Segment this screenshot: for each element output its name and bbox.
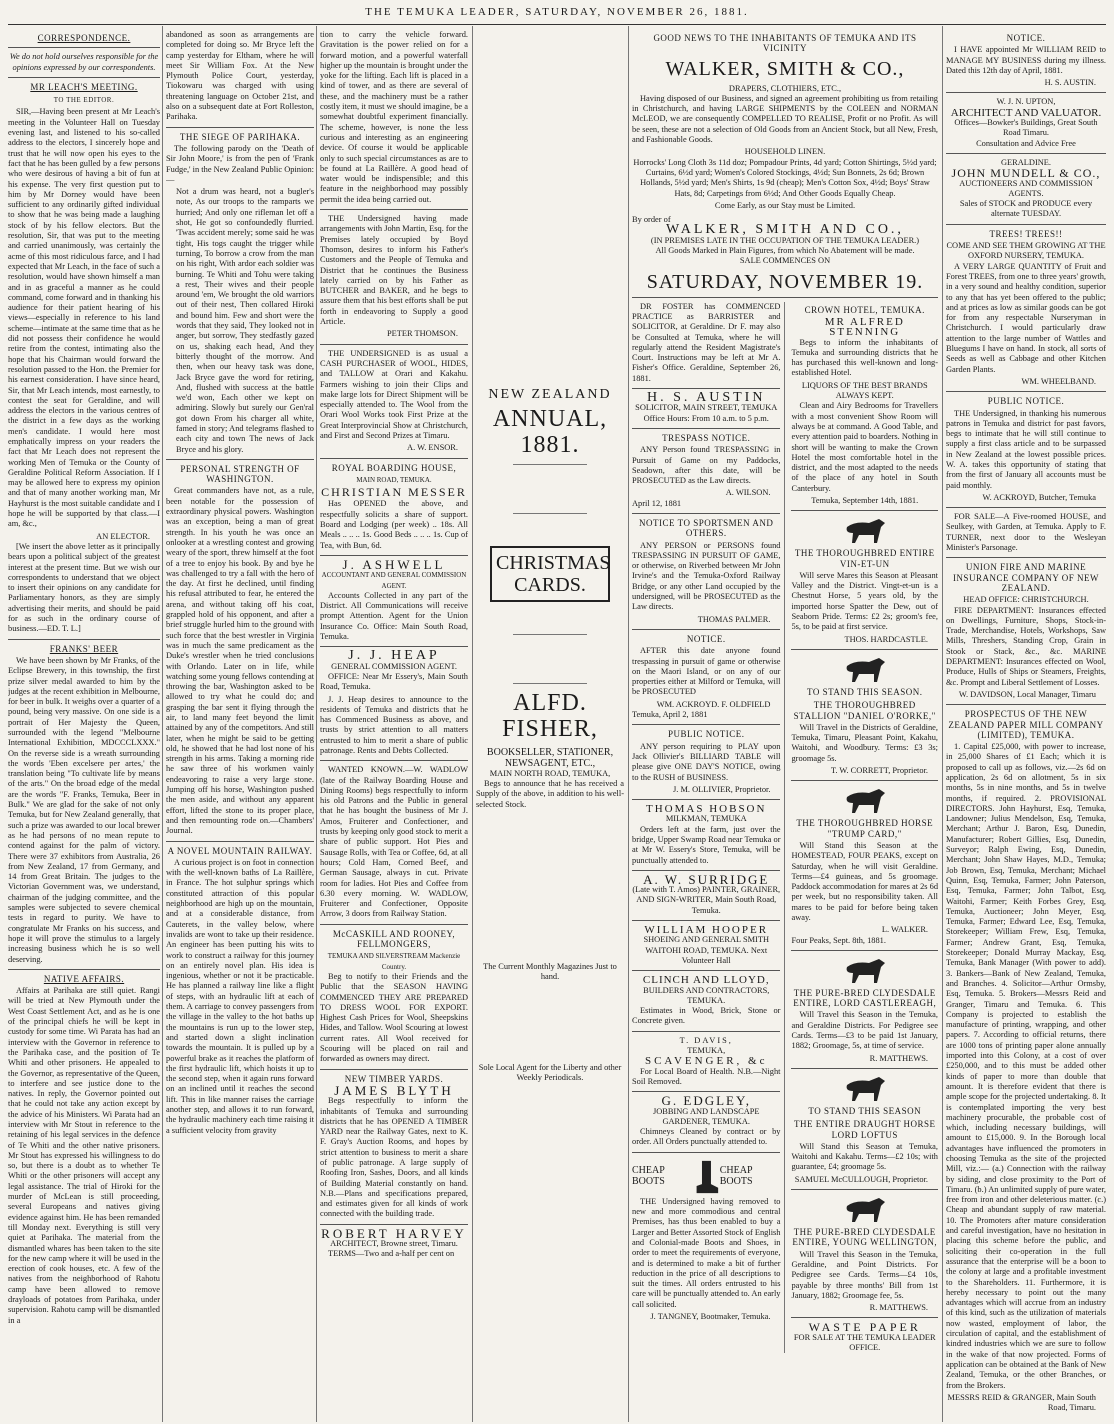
thomson-ad: THE Undersigned having made arrangements with John Martin, Esq. for the Premises lately occupied by Boyd Thomson, desires to inform his Father's Customers and the People of Temuka and District that he continues the Business lately carried on by his Father as BUTCHER and BAKER, and he begs to assure them that his best efforts shall be put forth in endeavoring to Supply a good Article. (320, 214, 468, 327)
horse6-heading: THE PURE-BRED CLYDESDALE ENTIRE, YOUNG WELLINGTON, (792, 1227, 938, 1248)
rule (946, 224, 1106, 225)
waste-paper-sale: FOR SALE AT THE TEMUKA LEADER OFFICE. (793, 1332, 936, 1353)
rule (320, 458, 468, 459)
rule (320, 555, 468, 556)
horse5-body: Will Stand this Season at Temuka, Waitohi and Kakahu. Terms—£2 10s; with guarantee, £4; groomage 5s. (791, 1141, 938, 1172)
column-divider (628, 26, 629, 1422)
to-editor: TO THE EDITOR. (53, 96, 115, 105)
rule (166, 841, 314, 842)
sportsmen-body: ANY PERSON or PERSONS found TRESPASSING IN PURSUIT OF GAME, or otherwise, on Riverbed between Mr John Irvine's and the Temuka-Oxford Railway Bridge, or any other Land occupied by the undersigned, will be PROSECUTED as the Law directs. (632, 540, 781, 612)
two-column-area (632, 302, 938, 1354)
walker-name: WALKER, SMITH & CO., (665, 57, 905, 80)
blyth-body: Begs respectfully to inform the inhabitants of Temuka and surrounding districts that he has OPENED A TIMBER YARD near the Railway Gates, next to K. F. Gray's Auction Rooms, and hopes by strict attention to business to merit a share of public patronage. A large supply of Roofing Iron, Sashes, Doors, and all kinds of Building Material constantly on hand. N.B.—Plans and specifications prepared, and estimates given for all kinds of work connected with the building trade. (320, 1096, 468, 1219)
boarding-body: Has OPENED the above, and respectfully solicits a share of support. Board and Lodging (per week) .. 18s. All Meals .. .. .. 1s. Good Beds .. .. .. 1s. Cup of Tea, with Bun, 6d. (320, 499, 468, 550)
hobson-body: Orders left at the farm, just over the bridge, Upper Swamp Road near Temuka or at Mr W. Essery's Store, Temuka, will be punctually attended to. (632, 824, 781, 865)
boarding-name: CHRISTIAN MESSER (321, 485, 467, 500)
horse3-heading: THE THOROUGHBRED HORSE "TRUMP CARD," (796, 818, 934, 839)
horse2-signature: T. W. CORRETT, Proprietor. (830, 766, 928, 776)
ensor-signature: A. W. ENSOR. (407, 443, 458, 453)
for-sale-ad: FOR SALE—A Five-roomed HOUSE, and Seulkey, with Garden, at Temuka. Apply to F. TURNER, next door to the Wesleyan Minister's Parsonage. (946, 512, 1106, 553)
horse4-body: Will Travel this Season in the Temuka, and Geraldine Districts. For Pedigree see Cards. Terms—£3 to be paid 1st January, 1882; Groomage, 5s, at time of service. (791, 1010, 938, 1051)
walker-body: Having disposed of our Business, and signed an agreement prohibiting us from retailing in Christchurch, and having LARGE SHIPMENTS by the COLEEN and NORMAN McLEOD, we are consequently COMPELLED TO REALISE, Profit or no Profit. As will be seen, these are not a selection of Old Goods from an Ancient Stock, but all New, Fresh, and Fashionable Goods. (632, 93, 938, 145)
clinch-body: Estimates in Wood, Brick, Stone or Concrete given. (632, 1006, 781, 1026)
editor-note: [We insert the above letter as it principally bears upon a political subject of the greatest interest at the present time. But we wish our correspondents to understand that we object to insert their opinions on any candidate for Parliamentary honors, as they are simply advertising their merits, and should be paid for as such in the ordinary course of business.—ED. T. L.] (8, 541, 160, 634)
masthead: THE TEMUKA LEADER, SATURDAY, NOVEMBER 26, 1881. (365, 6, 749, 18)
rule (632, 724, 780, 725)
column-1 (8, 30, 160, 1420)
rule (632, 920, 780, 921)
notice-body: AFTER this date anyone found trespassing in pursuit of game or otherwise on the Maori Island, or on any of our properties either at Milford or Temuka, will be PROSECUTED (632, 646, 781, 697)
upton-consult: Consultation and Advice Free (976, 138, 1076, 148)
plain-figures: All Goods Marked in Plain Figures, from which No Abatement will be made. (655, 246, 915, 256)
column-4 (476, 30, 624, 1420)
horse6-body: Will Travel this Season in the Temuka, Geraldine, and Point Districts. For Pedigree see Cards. Terms—£4 10s, payable by three months' Bill from 1st January, 1882; Groomage fee, 5s. (791, 1249, 938, 1300)
crown-heading: CROWN HOTEL, TEMUKA. (804, 304, 925, 315)
surridge-sub: (Late with T. Amos) PAINTER, GRAINER, AND SIGN-WRITER, Main South Road, Temuka. (632, 885, 781, 915)
clinch-name: CLINCH AND LLOYD, (642, 974, 770, 987)
column-divider (316, 26, 317, 1422)
household-heading: HOUSEHOLD LINEN. (744, 147, 826, 157)
rule (791, 1317, 938, 1318)
union-office: HEAD OFFICE: CHRISTCHURCH. (963, 595, 1089, 605)
masthead-rule (8, 24, 1106, 25)
notice-signature: WM. ACKROYD. F. OLDFIELD (656, 699, 771, 709)
horse1-signature: THOS. HARDCASTLE. (844, 634, 928, 644)
rule (320, 646, 468, 647)
column-3 (320, 30, 468, 1420)
rule (632, 388, 780, 389)
by-order: By order of (632, 215, 671, 225)
rule (8, 969, 160, 970)
premises-note: (IN PREMISES LATE IN THE OCCUPATION OF THE TEMUKA LEADER.) (650, 235, 920, 245)
davis-name: T. DAVIS, (679, 1035, 733, 1045)
sportsmen-signature: THOMAS PALMER. (697, 614, 771, 624)
rule (791, 510, 938, 511)
rule (946, 507, 1106, 508)
rule (632, 513, 780, 514)
rule (632, 970, 780, 971)
horse2-heading: THE THOROUGHBRED STALLION "DANIEL O'RORKE," (793, 700, 936, 721)
tangney-body: THE Undersigned having removed to new and more commodious and central Premises, has thus been enabled to buy a Larger and Better Assorted Stock of English and Colonial-made Boots and Shoes, in order to meet the requirements of everyone, and is determined to make a bit of further reduction in the price of all descriptions to suit the times. All orders entrusted to his care will be punctually attended to. An early call solicited. (632, 1196, 781, 1309)
rule (513, 683, 587, 684)
good-news-heading: GOOD NEWS TO THE INHABITANTS OF TEMUKA AND ITS VICINITY (653, 33, 917, 54)
stenning-body: Begs to inform the inhabitants of Temuka and surrounding districts that he has purchased this well-known and long-established Hotel. (791, 337, 938, 378)
boots-banner (632, 1157, 780, 1197)
rule (946, 391, 1106, 392)
horse-icon (839, 785, 891, 815)
magazines-note: The Current Monthly Magazines Just to hand. (483, 962, 617, 982)
boarding-sub: MAIN ROAD, TEMUKA. (356, 475, 432, 484)
rule (791, 649, 938, 650)
come-early: Come Early, as our Stay must be Limited. (714, 200, 856, 210)
stenning-body-2: Clean and Airy Bedrooms for Travellers with a most convenient Show Room will always be at command. A Good Table, and every attention paid to boarders. Nothing in short will be wanting to make the Crown Hotel the most comfortable hotel in the district, and the most adapted to the needs of the place of any hotel in South Canterbury. (791, 401, 938, 493)
ashwell-body: Accounts Collected in any part of the District. All Communications will receive prompt Attention. Agent for the Union Insurance Co. Office: Main South Road, Temuka. (320, 590, 468, 642)
union-body: FIRE DEPARTMENT: Insurances effected on Dwellings, Furniture, Shops, Stock-in-Trade, Merchandise, Hotels, Workshops, Saw Mills, Threshers, Standing Crop, Grain in Stook or Stack, &c., &c. MARINE DEPARTMENT: Insurances effected on Wool, Produce, Hulls of Ships or Steamers, Freights, &c. Prompt and Liberal Settlement of Losses. (946, 605, 1106, 687)
rule (320, 760, 468, 761)
clinch-sub: BUILDERS AND CONTRACTORS, TEMUKA. (643, 985, 770, 1005)
trees-sub: COME AND SEE THEM GROWING AT THE OXFORD NURSERY, TEMUKA. (946, 241, 1106, 261)
rule (632, 629, 780, 630)
fisher-name: ALFD. FISHER, (502, 690, 598, 743)
stenning-name: MR ALFRED STENNING (824, 315, 905, 339)
boarding-heading: ROYAL BOARDING HOUSE, (331, 462, 457, 473)
correspondence-heading: CORRESPONDENCE. (37, 33, 131, 43)
rule (320, 1069, 468, 1070)
mundell-sub: AUCTIONEERS AND COMMISSION AGENTS. (959, 178, 1093, 198)
foster-ad: DR FOSTER has COMMENCED PRACTICE as BARRISTER and SOLICITOR, at Geraldine. Dr F. may also be Consulted at Temuka, where he will regularly attend the Resident Magistrate's Court. Instructions may be left at Mr A. Fisher's Office. Geraldine, September 26, 1881. (632, 301, 781, 383)
upton-office: Offices—Bowker's Buildings, Great South Road Timaru. (954, 118, 1098, 138)
public-notice-heading: PUBLIC NOTICE. (667, 729, 745, 740)
hooper-sub: SHOEING AND GENERAL SMITH WAITOHI ROAD, TEMUKA. Next Volunteer Hall (643, 935, 770, 965)
disclaimer: We do not hold ourselves responsible for the opinions expressed by our correspondents. (9, 52, 159, 72)
walker-sub: DRAPERS, CLOTHIERS, ETC., (728, 83, 842, 93)
column-5-right (791, 302, 938, 1354)
fisher-sub: BOOKSELLER, STATIONER, NEWSAGENT, ETC., (486, 747, 614, 769)
leach-heading: MR LEACH'S MEETING. (30, 81, 138, 92)
upton-name: W. J. N. UPTON, (996, 97, 1056, 107)
scavenger-body: For Local Board of Health. N.B.—Night Soil Removed. (632, 1066, 781, 1086)
heap-name: J. J. HEAP (348, 648, 440, 664)
boot-icon (693, 1157, 720, 1197)
hobson-name: THOMAS HOBSON (646, 803, 767, 816)
union-signature: W. DAVIDSON, Local Manager, Timaru (958, 689, 1096, 699)
austin-hours: Office Hours: From 10 a.m. to 5 p.m. (643, 413, 769, 423)
prospectus-heading: PROSPECTUS OF THE NEW ZEALAND PAPER MILL COMPANY (LIMITED), TEMUKA. (948, 709, 1104, 740)
horse-icon (839, 955, 891, 985)
washington-heading: PERSONAL STRENGTH OF WASHINGTON. (180, 463, 300, 485)
harvey-sub: ARCHITECT, Browne street, Timaru. (330, 1239, 458, 1249)
edgley-sub: JOBBING AND LANDSCAPE GARDENER, TEMUKA. (652, 1106, 760, 1126)
annual-title: ANNUAL, 1881. (492, 406, 608, 459)
surridge-name: A. W. SURRIDGE (643, 871, 770, 887)
horse4-signature: R. MATTHEWS. (869, 1053, 928, 1063)
davis-sub: TEMUKA, (687, 1046, 726, 1056)
waste-paper: WASTE PAPER (808, 1320, 921, 1335)
rule (946, 92, 1106, 93)
wadlow-ad: WANTED KNOWN.—W. WADLOW (late of the Railway Boarding House and Dining Rooms) begs respectfully to inform his old Patrons and the Public in general that he has bought the business of Mr J. Amos, Fruiterer and Confectioner, and trusts by keeping only good stock to merit a share of public support. Hot Pies and Sausage Rolls, with Tea or Coffee, 6d, at all hours; Cold Ham, Corned Beef, and German Sausage, always in cut. Private room for ladies. Hot Pies and Coffee from 6.30 every morning. W. WADLOW, Fruiterer and Confectioner, Opposite Arrow, 3 doors from Railway Station. (320, 765, 468, 919)
rule (632, 799, 780, 800)
horse5-heading: THE ENTIRE DRAUGHT HORSE LORD LOFTUS (793, 1119, 936, 1140)
blyth-name: JAMES BLYTH (334, 1082, 454, 1098)
franks-article: We have been shown by Mr Franks, of the Eclipse Brewery, in this township, the first prize silver medal awarded to him by the judges at the recent exhibition in Melbourne, for beer in bulk. It weighs over a quarter of a pound, being very massive. On one side is a portrait of Her Majesty the Queen, surrounded with the legend "Melbourne International Exhibition, MDCCCLXXX." On the reverse side is a wreath surrounding the words 'Eben excelsere per artes,' the translation being "To cultivate life by means of the arts." On the broad edge of the medal are the words "F. Franks, Temuka, Beer in Bulk." We are glad for the sake of not only Temuka, but for New Zealand generally, that such a prize was awarded to our local brewer as he had persons of no mean repute to contend against for the palm of victory. There were 37 exhibitors from Australia, 26 from New Zealand, 17 from Germany, and 14 from Great Britain. The judges to the Victorian Government was, we understand, chairman of the judging committee, and the samples were subjected to severe chemical tests in regard to purity. We have to congratulate Mr Franks on his success, and hope it will prove the stimulus to a largely increasing business which he is so well deserving. (8, 655, 160, 964)
rule (791, 780, 938, 781)
stand-season-2: TO STAND THIS SEASON (808, 1105, 922, 1116)
horse-icon (839, 654, 891, 684)
household-body: Horrocks' Long Cloth 3s 11d doz; Pompadour Prints, 4d yard; Cotton Shirtings, 5½d yard; Curtains, 6½d yard; Women's Colored Stockings, 4½d; Sun Bonnets, 2s 6d; Brown Hollands, 5½d yard; Men's Shirts, 1s 9d (cheap); Men's Cotton Sox, 4½d; Boys' Straw Hats, 8d; Carpetings from 6½d; And Other Goods Equally Cheap. (633, 157, 937, 198)
austin-notice-body: I HAVE appointed Mr WILLIAM REID to MANAGE MY BUSINESS during my illness. Dated this 12th day of April, 1881. (946, 45, 1106, 75)
leach-letter: SIR,—Having been present at Mr Leach's meeting in the Volunteer Hall on Tuesday evening last, and listened to his so-called address to the electors, I sincerely hope and trust that he will now open his eyes to the fact that he has been gulled by a few persons who were desirous of having a bit of fun at his expense. The very first question put to him by Mr Dorney would have been sufficient to any ordinarily gifted individual to show that he was being made a laughing stock of by his fellow electors. But the resolution, Sir, that was put to the meeting and carried unanimously, was certainly the acme of this most ridiculous farce, and I had expected that Mr Leach, in the face of such a resolution, would have shown himself a man and in as graceful a manner as he could command, come forward and in thanking his audience for their patient hearing of his views—especially in reference to his land scheme—intimate at the same time that as he did not possess their confidence he would retire from the contest, intimating also the hope that his Chairman would forward the resolution passed to the Hon. the Premier for his earnest consideration. I have since heard, Sir, that Mr Leach intends, most earnestly, to contest the seat for Geraldine, and will address the electors in the various centres of the district in a few days as the working men's candidate. I would here most emphatically impress on your readers the fact that Mr Leach does not represent the working Men of Temuka or the County of Geraldine Political Reform Association. If I may be allowed here to express my opinion and that of many another working man, Mr Hayhurst is the most suitable candidate and I hope he will be supported by that class.—I am, &c., (8, 107, 160, 529)
horse-icon (839, 1194, 891, 1224)
mundell-body: Sales of STOCK and PRODUCE every alternate TUESDAY. (959, 199, 1093, 219)
trees-body: A VERY LARGE QUANTITY of Fruit and Forest TREES, from one to three years' growth, in a very sound and healthy condition, superior to any that has yet been offered to the public; and at prices as low as similar goods can be got for from any respectable Nurseryman in Christchurch. I would particularly draw attention to the large number of Wattles and Bluegums I have on hand. In stock, all sorts of Seeds as well as Cabbage and other Kitchen Garden Plants. (946, 261, 1106, 374)
fellmongers-sub: TEMUKA AND SILVERSTREAM Mackenzie Country. (327, 952, 461, 971)
boots-left: CHEAP BOOTS (632, 1165, 665, 1187)
agent-note: Sole Local Agent for the Liberty and other Weekly Periodicals. (478, 1062, 622, 1082)
trespass-heading: TRESPASS NOTICE. (662, 432, 751, 443)
ashwell-sub: ACCOUNTANT AND GENERAL COMMISSION AGENT. (321, 571, 467, 590)
ackroyd-body: THE Undersigned, in thanking his numerous patrons in Temuka and district for past favors, begs to intimate that he will still continue to supply a first class article and to be surpassed in New Zealand at the lowest possible prices. W. A. takes this opportunity of stating that from the first of January all accounts must be paid monthly. (946, 408, 1106, 490)
christmas-cards-box: CHRISTMAS CARDS. (490, 546, 610, 602)
fellmongers-heading: McCASKILL AND ROONEY, FELLMONGERS, (332, 928, 456, 950)
harvey-terms: TERMS—Two and a-half per cent on (328, 1249, 455, 1259)
rule (946, 557, 1106, 558)
liquors-line: LIQUORS OF THE BEST BRANDS ALWAYS KEPT. (801, 380, 928, 401)
rule (632, 1091, 780, 1092)
rule (320, 344, 468, 345)
rule (8, 639, 160, 640)
trespass-signature: A. WILSON. (725, 488, 771, 498)
rule (946, 704, 1106, 705)
article-continuation: abandoned as soon as arrangements are completed for doing so. Mr Bryce left the camp yesterday for Eltham, where he will meet Sir William Fox. At the New Plymouth Police Court, yesterday, Tiokowaru was charged with using threatening language on October 21st, and also on a subsequent date at Fort Rolleston, Parihaka. (166, 30, 314, 122)
horse3-body: Will Stand this Season at the HOMESTEAD, FOUR PEAKS, except on Saturday, when he will visit Geraldine. Terms—£4 guineas, and 5s groomage. Paddock accommodation for mares at 2s 6d per week, but no responsibility taken. All mares to be paid for before being taken away. (791, 840, 938, 922)
edgley-name: G. EDGLEY, (661, 1093, 751, 1109)
horse-icon (839, 515, 891, 545)
scavenger: SCAVENGER, &c (644, 1055, 768, 1068)
column-2 (166, 30, 314, 1420)
franks-heading: FRANKS' BEER (49, 643, 119, 654)
railway-continuation: tion to carry the vehicle forward. Gravitation is the power relied on for a forward motion, and a powerful waterfall higher up the mountain is brought under the yoke for the lifting. Each lift is placed in a kind of tower, and as there are several of these, and the machinery must be a rather costly item, it must we should imagine, be a somewhat doubtful experiment financially. The scheme, however, is none the less curious and interesting as an engineering device. Of course it would be applicable only to such special circumstances as are to be found at La Raillère. A good head of water would be indispensible; and this feature in the neighborhood may possibly permit the idea being carried out. (320, 30, 468, 204)
railway-article: A curious project is on foot in connection with the well-known baths of La Raillère, in France. The hot sulphur springs which constituted attraction of this popular neighborhood are high up on the mountain, and at a considerable distance, from Cauterets, in the valley below, where invalids are wont to take up their residence. An engineer has been putting his wits to work to construct a railway for this journey on an entirely novel plan. His idea is ingenious, whether or not it be practicable. He has planned a railway line like a flight of steps, with an hydraulic lift at each of them. A carriage to convey passengers from the village in the valley to the hot baths up the mountains is run up to the lower step, and started down a slight inclination towards the mountain. It is pulled up by a powerful brake as it reaches the platform of the first hydraulic lift, which hoists it up to the second step, when it again runs forward on an inclined until it reaches the second lift. This in like manner raises the carriage another step, and allows it to run forward, the hydraulic machinery each time raising it a sufficient velocity from gravity (166, 857, 314, 1135)
trees-signature: WM. WHEELBAND. (1021, 376, 1096, 386)
tangney-signature: J. TANGNEY, Bootmaker, Temuka. (650, 1311, 771, 1321)
austin-notice-signature: H. S. AUSTIN. (1044, 78, 1096, 88)
siege-poem: Not a drum was heard, not a bugler's note, As our troops to the ramparts we hurried; And only one rifleman let off a shot, He got so confoundedly flurried. 'Twas accident merely; some said he was tight, His togs caught the trigger while turning, To borrow a crow from the man on his right, With ardor each soldier was burning. Te Whiti and Tohu were taking a rest, Their wives and their people around 'em, We brought the old warriors out of their nest, Then collared Hiroki and bound him. Few and short were the words that they said, They looked not in anger, but sorrow, They stedfastly gazed on us, shaking each head, And they bitterly thought of the morrow. And then, when our heavy task was done, Jack Bryce gave the word for retiring, And, flushed with success at the battle we'd won, Each other we kept on admiring. Slowly but surely our Gen'ral got down From his charger all white, famed in story; And telegrams flashed to each city and town The news of Jack Bryce and his glory. (176, 187, 314, 454)
native-heading: NATIVE AFFAIRS. (43, 973, 125, 984)
rule (791, 950, 938, 951)
union-heading: UNION FIRE AND MARINE INSURANCE COMPANY OF NEW ZEALAND. (952, 562, 1100, 593)
walker-signature: WALKER, SMITH AND CO., (666, 222, 904, 238)
column-divider (942, 26, 943, 1422)
hobson-sub: MILKMAN, TEMUKA (665, 814, 747, 824)
rule (8, 47, 160, 48)
heap-body: J. J. Heap desires to announce to the residents of Temuka and districts that he has Commenced Business as above, and trusts by strict attention to all matters entrusted to him to merit a share of public patronage. Rents and Debts Collected. (320, 694, 468, 755)
rule (632, 1031, 780, 1032)
timber-heading: NEW TIMBER YARDS. (344, 1073, 444, 1084)
column-divider (472, 26, 473, 1422)
fisher-address: MAIN NORTH ROAD, TEMUKA, (489, 768, 611, 778)
rule (166, 459, 314, 460)
letter-signature: AN ELECTOR. (96, 531, 150, 541)
horse4-heading: THE PURE-BRED CLYDESDALE ENTIRE, LORD CASTLEREAGH, (793, 987, 937, 1009)
harvey-name: ROBERT HARVEY (321, 1225, 467, 1241)
rule (166, 127, 314, 128)
horse6-signature: R. MATTHEWS. (869, 1303, 928, 1313)
rule (320, 209, 468, 210)
rule (791, 1189, 938, 1190)
sale-commences: SALE COMMENCES ON (739, 256, 831, 266)
public-notice-heading: PUBLIC NOTICE. (987, 396, 1065, 407)
ackroyd-signature: W. ACKROYD, Butcher, Temuka (982, 492, 1096, 502)
austin-name: H. S. AUSTIN (647, 390, 766, 406)
column-6 (946, 30, 1106, 1420)
rule (791, 1068, 938, 1069)
rule (946, 153, 1106, 154)
native-article: Affairs at Parihaka are still quiet. Rangi will be tried at New Plymouth under the West Coast Settlement Act, and as he is one of the principal chiefs he will be kept in custody for some time. Wi Parata has had an interview with the Governor in reference to the Parihaka case, and the position of Te Whiti and other prisoners. He appealed to the Governor, as representative of the Queen, to interfere and see justice done to the natives. In reply, the Governor pointed out that he could not take any action except by the advice of his Ministers. Wi Parata had an interview with Mr Stout in reference to the retaining of his legal services in the defence of Te Whiti and the other native prisoners. Mr Stout has expressed his willingness to do so, but there is a doubt as to whether Te Whiti or the other prisoners will accept any legal assistance. The trial of Hiroki for the murder of McLean is still proceeding, several Europeans and natives giving evidence against him. He has been remanded till Monday next. Everything is still very quiet at Parihaka. The material from the dismantled whares has been taken to the site for the new camp where it will be used in the erection of cook houses, etc. A few of the natives from the neighborhood of Rahotu camp have been allowed to remove drayloads of potatoes from Parihaka, under supervision. Rahotu camp will be dismantled in a (8, 986, 160, 1325)
rule (632, 297, 938, 298)
column-5 (632, 30, 938, 1420)
horse5-signature: SAMUEL McCULLOUGH, Proprietor. (794, 1174, 928, 1184)
heap-office: OFFICE: Near Mr Essery's, Main South Road, Temuka. (320, 671, 468, 692)
upton-sub: ARCHITECT AND VALUATOR. (950, 106, 1102, 119)
trees-heading: TREES! TREES!! (989, 228, 1063, 239)
fellmongers-body: Beg to notify to their Friends and the Public that the SEASON HAVING COMMENCED THEY ARE PREPARED TO DRESS WOOL FOR EXPORT. Highest Cash Prices for Wool, Sheepskins Hides, and Tallow. Wool Scouring at lowest current rates. All Wool received for Scouring will be placed on rail and forwarded as owners may direct. (320, 971, 468, 1064)
rule (632, 428, 780, 429)
column-5-left (632, 302, 785, 1354)
mundell-name: JOHN MUNDELL & CO., (951, 166, 1101, 181)
sale-date: SATURDAY, NOVEMBER 19. (646, 270, 924, 293)
rule (320, 1224, 468, 1225)
horse2-body: Will Travel in the Districts of Geraldine, Temuka, Timaru, Pleasant Point, Kakahu, Waitohi, and Woodbury. Terms: £3 3s; groomage 5s. (791, 722, 938, 763)
stand-season: TO STAND THIS SEASON. (807, 686, 923, 697)
stenning-date: Temuka, September 14th, 1881. (811, 495, 919, 505)
sportsmen-heading: NOTICE TO SPORTSMEN AND OTHERS. (639, 517, 774, 539)
boots-right: CHEAP BOOTS (719, 1165, 753, 1187)
fisher-body: Begs to announce that he has received a Supply of the above, in addition to his well-selected Stock. (476, 779, 624, 809)
horse1-heading: THE THOROUGHBRED ENTIRE VIN-ET-UN (794, 548, 935, 569)
horse3-date: Four Peaks, Sept. 8th, 1881. (791, 935, 886, 945)
notice-date: Temuka, April 2, 1881 (632, 710, 708, 720)
siege-intro: The following parody on the 'Death of Sir John Moore,' is from the pen of 'Frank Fudge,' in the New Zealand Public Opinion:— (166, 143, 314, 184)
prospectus-signature: MESSRS REID & GRANGER, Main South Road, Timaru. (947, 1392, 1096, 1413)
ensor-ad: THE UNDERSIGNED is as usual a CASH PURCHASER of WOOL, HIDES, and TALLOW at Orari and Kakahu. Farmers wishing to join their Clips and make large lots for Direct Shipment will be especially attended to. The Wool from the Orari Wool Works took First Prize at the Great Interprovincial Show at Christchurch, and First and Second Prizes at Timaru. (320, 348, 468, 440)
horse3-signature: L. WALKER. (881, 925, 928, 935)
notice-heading: NOTICE. (686, 633, 726, 644)
rule (8, 77, 160, 78)
trespass-body: ANY Person found TRESPASSING in Pursuit of Game on my Paddocks, Seadown, after this date, will be PROSECUTED as the Law directs. (632, 445, 781, 486)
rule (513, 513, 587, 514)
notice-heading: NOTICE. (1006, 33, 1046, 43)
ashwell-name: J. ASHWELL (342, 556, 446, 572)
washington-article: Great commanders have not, as a rule, been notable for the possession of extraordinary physical powers. Washington was an exception, being a man of great strength. In his youth he was once an onlooker at a wrestling contest and growing weary of the sport, threw himself at the foot of a tree to enjoy his book. By and bye he was challenged to try a fall with the hero of the day. At first he declined, until finding his refusal attributed to fear, he entered the arena, and without taking off his coat, grappled hold of his opponent, and after a brief struggle hurled him to the ground with such force that the best wrestler in Virginia was in much the same predicament as the Duke's wrestler when he tried conclusions with Orlando. Later on in life, while watching some young fellows contending at throwing the bar, Washington asked to be allowed to try what he could do; and grasping the bar sent it flying through the air, to land many feet beyond the limit attained by any of the competitors. And still later, when he might be said to be getting old, he showed that he had lost none of his strength in his arms. Taking a morning ride he saw three of his workmen vainly endeavoring to raise a very large stone. Jumping off his horse, Washington pushed the men aside, and without any apparent effort, lifted the stone to its proper place, and then remounting rode on.—Chambers' Journal. (166, 486, 314, 836)
siege-heading: THE SIEGE OF PARIHAKA. (179, 131, 301, 142)
horse1-body: Will serve Mares this Season at Pleasant Valley and the District. Vingt-et-un is a Chestnut Horse, 5 years old, by the imported horse Spatter the Dew, out of Seaborn Pride. Terms: £2 2s; groom's fee, 5s, to be paid at first service. (791, 570, 938, 632)
austin-sub: SOLICITOR, MAIN STREET, TEMUKA (635, 403, 778, 413)
public-notice-body: ANY person requiring to PLAY upon Jack Ollivier's BILLIARD TABLE will please give ONE DAY'S NOTICE, owing to the RUSH of BUSINESS. (632, 741, 781, 782)
nz-heading: NEW ZEALAND (488, 387, 612, 402)
thomson-signature: PETER THOMSON. (386, 329, 458, 339)
prospectus-body: 1. Capital £25,000, with power to increase, in 25,000 Shares of £1 Each; which it is proposed to call up as follows, viz.—2s 6d on application, 2s 6d on allotment, 5s in six months, 5s in nine months, and 5s in twelve months, if required. 2. PROVISIONAL DIRECTORS. John Hayhurst, Esq, Temuka, Landowner; Julius Mendelson, Esq, Temuka, Merchant; Arthur J. Baron, Esq, Dunedin, Manufacturer; Robert Gillies, Esq, Dunedin, Surveyor; Ralph Ewing, Esq, Dunedin, Merchant; John Shaw Hayes, M.D., Temuka; Job Brown, Esq, Temuka, Merchant; Michael Quinn, Esq, Temuka, Farmer; John Paterson, Esq, Temuka, Farmer; John Talbot, Esq, Waitohi, Farmer; Keith Forbes Grey, Esq, Temuka, Auctioneer; John Meyer, Esq, Temuka, Farmer; Edward Lee, Esq, Temuka, Storekeeper; William Frew, Esq, Temuka, Farmer; Andrew Grant, Esq, Temuka, Storekeeper; Donald Murray Mackay, Esq, Temuka, Bank Manager (With power to add). 3. Bankers—Bank of New Zealand, Temuka, and Branches. 4. Solicitor—Arthur Ormsby, Esq, Temuka. 5. Brokers—Messrs Reid and Granger, Timaru and Temuka. 6. This Company is projected to establish the manufacture of printing, wrapping, and other papers. 7. According to official returns, there are 1000 tons of printing paper alone annually imported into this Colony, at a cost of over £250,000, and to this must be added other kinds of paper to more than double that amount. It is therefore evident that there is ample scope for the projected undertaking. 8. It is contemplated importing the very best machinery procurable, the probable cost of which, including necessary buildings, will amount to £15,000. 9. In the Borough local advantages have influenced the promoters in choosing Temuka as the site of the projected Mill, viz.:— (a.) Connection with the railway by siding, and close proximity to the Port of Timaru. (b.) An unlimited supply of pure water, free from iron and other deleterious matter. (c.) Cheap and abundant supply of raw material. 10. The Promoters after mature consideration and careful investigation, have no hesitation in placing this scheme before the public, and soliciting their co-operation in the full assurance that the enterprise will be a boon to the colony at large and a profitable investment to the Shareholders. 11. Furthermore, it is hereby necessary to point out the many advantages which will accrue from an industry of this kind, such as the utilization of materials now wasted, employment of labor, the circulation of capital, and the establishment of kindred industries which we are sure to follow in the wake of that now projected. Forms of application can be obtained at the Bank of New Zealand, Temuka, or the other Branches, or from the Brokers. (946, 742, 1106, 1390)
edgley-body: Chimneys Cleaned by contract or by order. All Orders punctually attended to. (632, 1127, 781, 1147)
heap-sub: GENERAL COMMISSION AGENT. (331, 661, 457, 671)
rule (632, 870, 780, 871)
rule (513, 464, 587, 465)
railway-heading: A NOVEL MOUNTAIN RAILWAY. (167, 845, 313, 856)
hooper-name: WILLIAM HOOPER (644, 924, 769, 937)
trespass-date: April 12, 1881 (632, 498, 682, 508)
rule (513, 634, 587, 635)
public-notice-signature: J. M. OLLIVIER, Proprietor. (673, 784, 771, 794)
column-divider (162, 26, 163, 1422)
rule (320, 924, 468, 925)
geraldine-heading: GERALDINE. (1000, 157, 1051, 167)
horse-icon (839, 1073, 891, 1103)
rule (632, 1152, 780, 1153)
